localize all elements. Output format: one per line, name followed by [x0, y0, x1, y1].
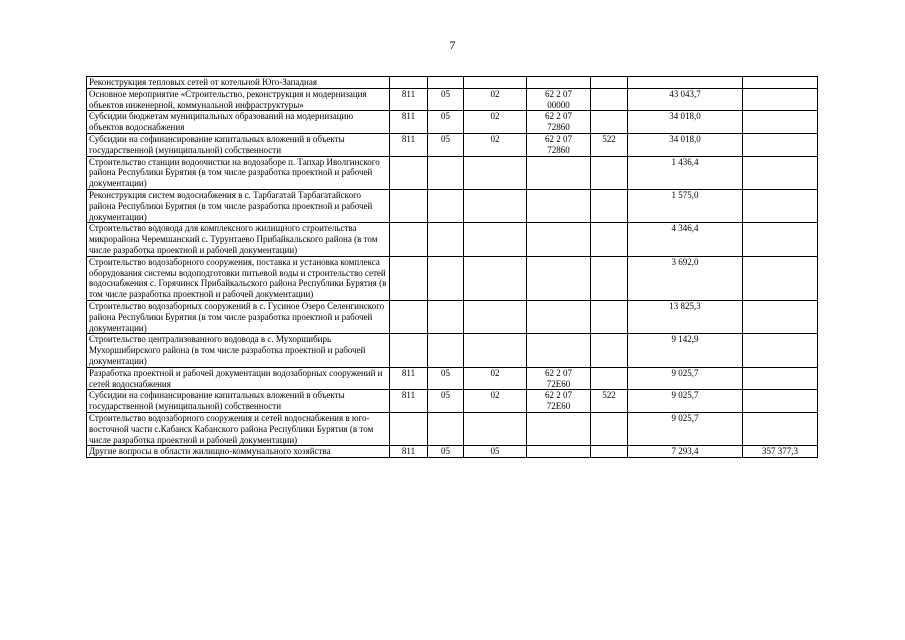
target-article-cell — [527, 133, 591, 156]
row-name-cell: Строительство водозаборного сооружения и сетей водоснабжения в юго-восточной части с.Кабанск Кабанского района Республики Бурятия (в том числе разработка проектной и рабочей документации) — [87, 412, 390, 445]
row-name-cell: Строительство централизованного водовода в с. Мухоршибирь Мухоршибирского района (в том числе разработка проектной и рабочей документации) — [87, 334, 390, 367]
amount-2-cell — [743, 300, 818, 333]
table-row — [87, 446, 818, 458]
razdel-cell — [428, 223, 464, 256]
amount-cell: 34 018,0 — [628, 111, 743, 134]
table-row — [87, 156, 818, 189]
row-name-cell: Субсидии бюджетам муниципальных образований на модернизацию объектов водоснабжения — [87, 111, 390, 134]
target-article-line-1: 62 2 07 — [545, 390, 572, 401]
target-article-cell — [527, 446, 591, 458]
amount-2-cell — [743, 367, 818, 390]
podrazdel-cell — [464, 412, 527, 445]
podrazdel-cell: 02 — [464, 390, 527, 413]
table-row — [87, 133, 818, 156]
row-name-cell: Реконструкция тепловых сетей от котельной Юго-Западная — [87, 77, 390, 89]
amount-cell: 3 692,0 — [628, 256, 743, 300]
ved-cell: 811 — [390, 111, 428, 134]
razdel-cell — [428, 156, 464, 189]
amount-2-cell — [743, 189, 818, 222]
table-row — [87, 88, 818, 111]
row-name-cell: Строительство водовода для комплексного жилищного строительства микрорайона Черемшанский с. Турунтаево Прибайкальского района (в том числе разработка проектной и рабочей документации) — [87, 223, 390, 256]
amount-cell: 43 043,7 — [628, 88, 743, 111]
podrazdel-cell — [464, 77, 527, 89]
row-name-cell: Строительство водозаборных сооружений в с. Гусиное Озеро Селенгинского района Республики Бурятия (в том числе разработка проектной и рабочей документации) — [87, 300, 390, 333]
expense-type-cell — [591, 77, 628, 89]
podrazdel-cell: 02 — [464, 111, 527, 134]
ved-cell — [390, 256, 428, 300]
expense-type-cell: 522 — [591, 133, 628, 156]
target-article-line-2: 72Е60 — [546, 378, 571, 389]
ved-cell: 811 — [390, 133, 428, 156]
table-row — [87, 256, 818, 300]
expense-type-cell — [591, 334, 628, 367]
podrazdel-cell — [464, 156, 527, 189]
amount-2-cell — [743, 111, 818, 134]
razdel-cell — [428, 256, 464, 300]
target-article-cell — [527, 156, 591, 189]
razdel-cell — [428, 189, 464, 222]
amount-2-cell: 357 377,3 — [743, 446, 818, 458]
amount-2-cell — [743, 223, 818, 256]
podrazdel-cell — [464, 334, 527, 367]
amount-cell: 34 018,0 — [628, 133, 743, 156]
amount-2-cell — [743, 156, 818, 189]
target-article-line-1: 62 2 07 — [545, 367, 572, 378]
amount-cell: 13 825,3 — [628, 300, 743, 333]
razdel-cell: 05 — [428, 88, 464, 111]
target-article-cell — [527, 334, 591, 367]
row-name-cell: Строительство водозаборного сооружения, поставка и установка комплекса оборудования системы водоподготовки питьевой воды и строительство сетей водоснабжения с. Горячинск Прибайкальского района Республики Бурятия (в том числе разработка проектной и рабочей документации) — [87, 256, 390, 300]
amount-cell: 9 025,7 — [628, 367, 743, 390]
amount-cell: 9 025,7 — [628, 412, 743, 445]
row-name-cell: Основное мероприятие «Строительство, реконструкция и модернизация объектов инженерной, коммунальной инфраструктуры» — [87, 88, 390, 111]
razdel-cell: 05 — [428, 111, 464, 134]
table-row — [87, 334, 818, 367]
expense-type-cell — [591, 412, 628, 445]
razdel-cell — [428, 412, 464, 445]
podrazdel-cell — [464, 300, 527, 333]
podrazdel-cell — [464, 256, 527, 300]
amount-cell: 9 142,9 — [628, 334, 743, 367]
razdel-cell: 05 — [428, 390, 464, 413]
target-article-line-2: 72860 — [547, 122, 570, 133]
amount-2-cell — [743, 133, 818, 156]
expense-type-cell — [591, 111, 628, 134]
expense-type-cell — [591, 300, 628, 333]
target-article-line-1: 62 2 07 — [545, 133, 572, 144]
podrazdel-cell: 02 — [464, 133, 527, 156]
target-article-cell — [527, 256, 591, 300]
target-article-cell — [527, 367, 591, 390]
amount-2-cell — [743, 256, 818, 300]
ved-cell: 811 — [390, 367, 428, 390]
row-name-cell: Реконструкция систем водоснабжения в с. Тарбагатай Тарбагатайского района Республики Бурятия (в том числе разработка проектной и рабочей документации) — [87, 189, 390, 222]
ved-cell: 811 — [390, 446, 428, 458]
podrazdel-cell: 05 — [464, 446, 527, 458]
expense-type-cell — [591, 156, 628, 189]
row-name-cell: Разработка проектной и рабочей документации водозаборных сооружений и сетей водоснабжения — [87, 367, 390, 390]
target-article-line-1: 62 2 07 — [545, 111, 572, 122]
target-article-cell — [527, 223, 591, 256]
target-article-line-2: 72860 — [547, 144, 570, 155]
expense-type-cell — [591, 256, 628, 300]
ved-cell — [390, 189, 428, 222]
target-article-cell — [527, 390, 591, 413]
amount-cell: 9 025,7 — [628, 390, 743, 413]
ved-cell: 811 — [390, 88, 428, 111]
expense-type-cell — [591, 223, 628, 256]
target-article-cell — [527, 77, 591, 89]
razdel-cell: 05 — [428, 446, 464, 458]
podrazdel-cell: 02 — [464, 88, 527, 111]
razdel-cell: 05 — [428, 367, 464, 390]
target-article-line-2: 72Е60 — [546, 401, 571, 412]
amount-cell: 4 346,4 — [628, 223, 743, 256]
expense-type-cell — [591, 88, 628, 111]
ved-cell — [390, 300, 428, 333]
razdel-cell — [428, 300, 464, 333]
target-article-cell — [527, 300, 591, 333]
podrazdel-cell — [464, 189, 527, 222]
expense-type-cell — [591, 367, 628, 390]
razdel-cell — [428, 77, 464, 89]
table-row — [87, 367, 818, 390]
razdel-cell: 05 — [428, 133, 464, 156]
target-article-line-1: 62 2 07 — [545, 88, 572, 99]
expense-type-cell: 522 — [591, 390, 628, 413]
amount-cell — [628, 77, 743, 89]
page-number: 7 — [449, 38, 456, 52]
ved-cell — [390, 223, 428, 256]
target-article-line-2: 00000 — [547, 99, 570, 110]
target-article-cell — [527, 189, 591, 222]
podrazdel-cell — [464, 223, 527, 256]
expense-type-cell — [591, 189, 628, 222]
budget-table — [86, 76, 818, 458]
table-row — [87, 77, 818, 89]
amount-2-cell — [743, 334, 818, 367]
target-article-cell — [527, 111, 591, 134]
budget-table-body — [87, 77, 818, 458]
ved-cell: 811 — [390, 390, 428, 413]
table-row — [87, 189, 818, 222]
amount-2-cell — [743, 88, 818, 111]
ved-cell — [390, 156, 428, 189]
ved-cell — [390, 412, 428, 445]
razdel-cell — [428, 334, 464, 367]
amount-cell: 1 575,0 — [628, 189, 743, 222]
row-name-cell: Субсидии на софинансирование капитальных вложений в объекты государственной (муниципальной) собственности — [87, 390, 390, 413]
row-name-cell: Строительство станции водоочистки на водозаборе п. Тапхар Иволгинского района Республики Бурятия (в том числе разработка проектной и рабочей документации) — [87, 156, 390, 189]
table-row — [87, 223, 818, 256]
ved-cell — [390, 334, 428, 367]
amount-cell: 1 436,4 — [628, 156, 743, 189]
table-row — [87, 300, 818, 333]
ved-cell — [390, 77, 428, 89]
podrazdel-cell: 02 — [464, 367, 527, 390]
table-row — [87, 390, 818, 413]
target-article-cell — [527, 88, 591, 111]
amount-2-cell — [743, 77, 818, 89]
expense-type-cell — [591, 446, 628, 458]
amount-2-cell — [743, 390, 818, 413]
row-name-cell: Субсидии на софинансирование капитальных вложений в объекты государственной (муниципальной) собственности — [87, 133, 390, 156]
row-name-cell: Другие вопросы в области жилищно-коммунального хозяйства — [87, 446, 390, 458]
table-row — [87, 412, 818, 445]
target-article-cell — [527, 412, 591, 445]
amount-2-cell — [743, 412, 818, 445]
amount-cell: 7 293,4 — [628, 446, 743, 458]
table-row — [87, 111, 818, 134]
